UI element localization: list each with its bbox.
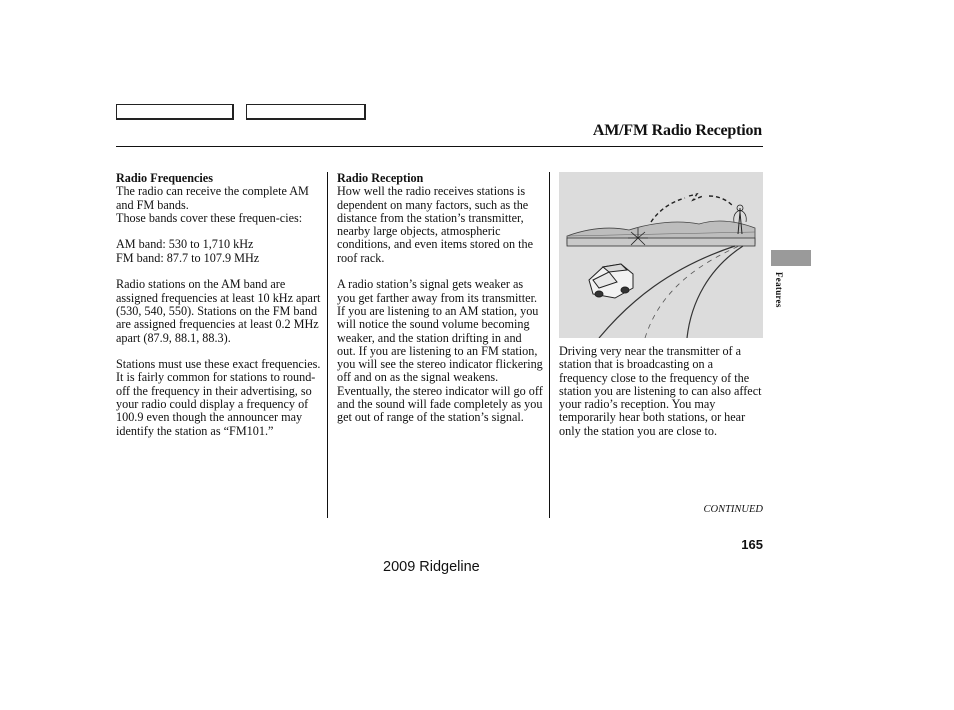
fm-band-line: FM band: 87.7 to 107.9 MHz xyxy=(116,250,260,265)
column-radio-frequencies xyxy=(116,172,322,451)
footer-model-name: 2009 Ridgeline xyxy=(383,559,480,575)
title-divider xyxy=(116,146,763,147)
section-heading: Radio Reception xyxy=(337,171,424,185)
paragraph: Stations must use these exact frequencies. It is fairly common for stations to round-off the frequency in their advertising, so your radio could display a frequency of 100.9 even though the announcer may identify the station as “FM101.” xyxy=(116,357,321,438)
paragraph: Driving very near the transmitter of a station that is broadcasting on a frequency close to the frequency of the station you are listening to can also affect your radio’s reception. You may temporarily hear both stations, or hear only the station you are close to. xyxy=(559,344,762,438)
nav-box-previous[interactable] xyxy=(116,104,234,120)
am-band-line: AM band: 530 to 1,710 kHz xyxy=(116,237,254,252)
column-divider xyxy=(549,172,550,518)
continued-label: CONTINUED xyxy=(703,504,763,515)
section-tab xyxy=(771,250,811,266)
paragraph: A radio station’s signal gets weaker as you get farther away from its transmitter. If you are listening to an AM station, you will notice the sound volume becoming weaker, and the station drifting in and out. If you are listening to an FM station, you will see the stereo indicator flickering off and on as the signal weakens. Eventually, the stereo indicator will go off and the sound will fade completely as you get out of range of the station’s signal. xyxy=(337,277,543,425)
car-driving-toward-transmitter-icon xyxy=(559,172,763,338)
paragraph: Those bands cover these frequen-cies: xyxy=(116,210,303,225)
page-number: 165 xyxy=(741,537,763,552)
paragraph: How well the radio receives stations is dependent on many factors, such as the distance from the station’s transmitter, nearby large objects, atmospheric conditions, and even items stored on the roof rack. xyxy=(337,184,533,265)
column-radio-reception xyxy=(337,172,543,438)
paragraph: The radio can receive the complete AM and FM bands. xyxy=(116,184,309,212)
nav-box-next[interactable] xyxy=(246,104,366,120)
column-divider xyxy=(327,172,328,518)
section-heading: Radio Frequencies xyxy=(116,171,213,185)
column-interference xyxy=(559,345,763,451)
radio-reception-illustration xyxy=(559,172,763,338)
page-title: AM/FM Radio Reception xyxy=(592,122,762,139)
paragraph: Radio stations on the AM band are assigned frequencies at least 10 kHz apart (530, 540, 550). Stations on the FM band are assigned frequencies at least 0.2 MHz apart (87.9, 88.1, 88.3). xyxy=(116,277,321,345)
section-tab-label: Features xyxy=(774,272,784,308)
